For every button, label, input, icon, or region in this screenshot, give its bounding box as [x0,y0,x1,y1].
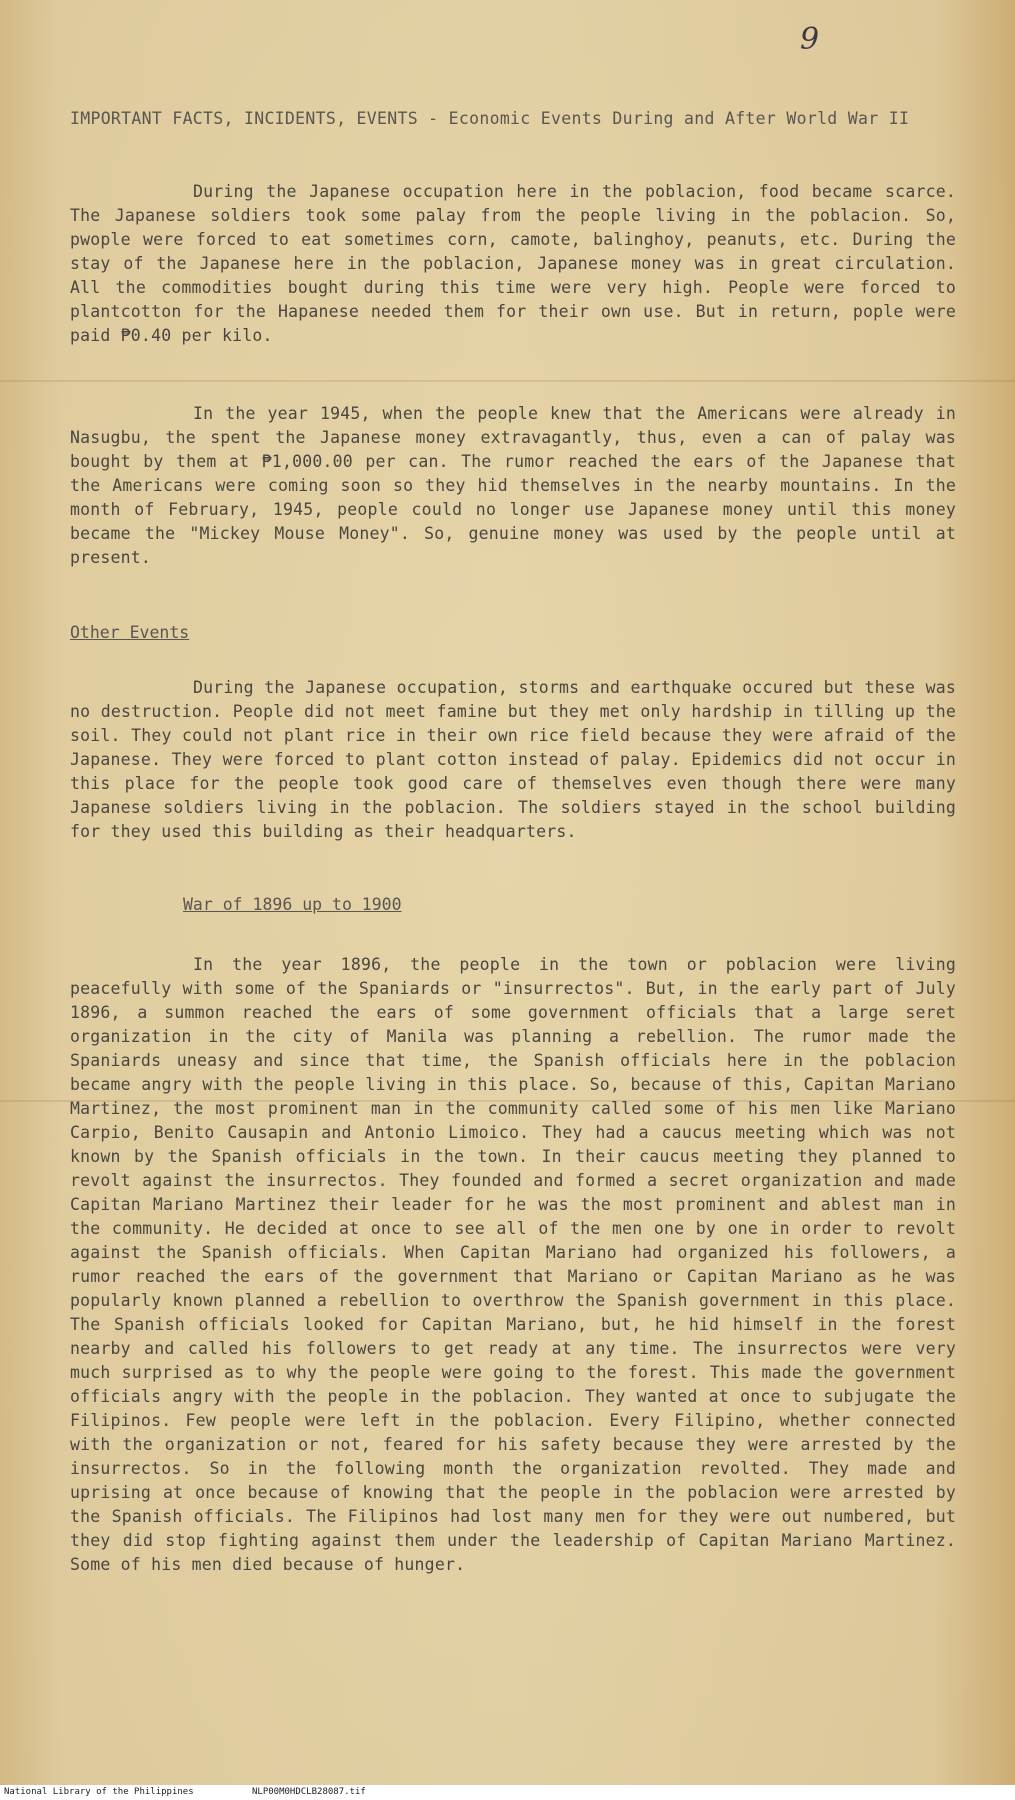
page-number: 9 [800,22,820,57]
section-title-war: War of 1896 up to 1900 [183,895,402,914]
paragraph-economic-1945: In the year 1945, when the people knew that the Americans were already in Nasugbu, the spent the Japanese money extravagantly, thus, even a can of palay was bought by them at ₱1,000.00 per can. The rumor reached the ears of the Japanese that the Americans were coming soon so they hid themselves in the nearby mountains. In the month of February, 1945, people could no longer use Japanese money until this money became the "Mickey Mouse Money". So, genuine money was used by the people until at present. [70,404,956,567]
paper-crease [0,380,1015,382]
document-heading: IMPORTANT FACTS, INCIDENTS, EVENTS - Economic Events During and After World War II [70,109,910,128]
footer-library-name: National Library of the Philippines [4,1787,194,1797]
footer-file-name: NLP00M0HDCLB28087.tif [252,1787,366,1797]
paragraph-economic-occupation: During the Japanese occupation here in the poblacion, food became scarce. The Japanese soldiers took some palay from the people living in the poblacion. So, pwople were forced to eat sometimes corn, camote, balinghoy, peanuts, etc. During the stay of the Japanese here in the poblacion, Japanese money was in great circulation. All the commodities bought during this time were very high. People were forced to plantcotton for the Hapanese needed them for their own use. But in return, pople were paid ₱0.40 per kilo. [70,182,956,345]
paragraph-other-events: During the Japanese occupation, storms and earthquake occured but these was no destruction. People did not meet famine but they met only hardship in tilling up the soil. They could not plant rice in their own rice field because they were afraid of the Japanese. They were forced to plant cotton instead of palay. Epidemics did not occur in this place for the people took good care of themselves even though there were many Japanese soldiers living in the poblacion. The soldiers stayed in the school building for they used this building as their headquarters. [70,678,956,841]
scan-footer [0,1785,1015,1800]
section-title-other-events: Other Events [70,623,190,642]
paragraph-war-1896: In the year 1896, the people in the town or poblacion were living peacefully with some of the Spaniards or "insurrectos". But, in the early part of July 1896, a summon reached the ears of some government officials that a large seret organization in the city of Manila was planning a rebellion. The rumor made the Spaniards uneasy and since that time, the Spanish officials here in the poblacion became angry with the people living in this place. So, because of this, Capitan Mariano Martinez, the most prominent man in the community called some of his men like Mariano Carpio, Benito Causapin and Antonio Limoico. They had a caucus meeting which was not known by the Spanish officials in the town. In their caucus meeting they planned to revolt against the insurrectos. They founded and formed a secret organization and made Capitan Mariano Martinez their leader for he was the most prominent and ablest man in the community. He decided at once to see all of the men one by one in order to revolt against the Spanish officials. When Capitan Mariano had organized his followers, a rumor reached the ears of the government that Mariano or Capitan Mariano as he was popularly known planned a rebellion to overthrow the Spanish government in this place. The Spanish officials looked for Capitan Mariano, but, he hid himself in the forest nearby and called his followers to get ready at any time. The insurrectos were very much surprised as to why the people were going to the forest. This made the government officials angry with the people in the poblacion. They wanted at once to subjugate the Filipinos. Few people were left in the poblacion. Every Filipino, whether connected with the organization or not, feared for his safety because they were arrested by the insurrectos. So in the following month the organization revolted. They made and uprising at once because of knowing that the people in the poblacion were arrested by the Spanish officials. The Filipinos had lost many men for they were out numbered, but they did stop fighting against them under the leadership of Capitan Mariano Martinez. Some of his men died because of hunger. [70,955,956,1574]
